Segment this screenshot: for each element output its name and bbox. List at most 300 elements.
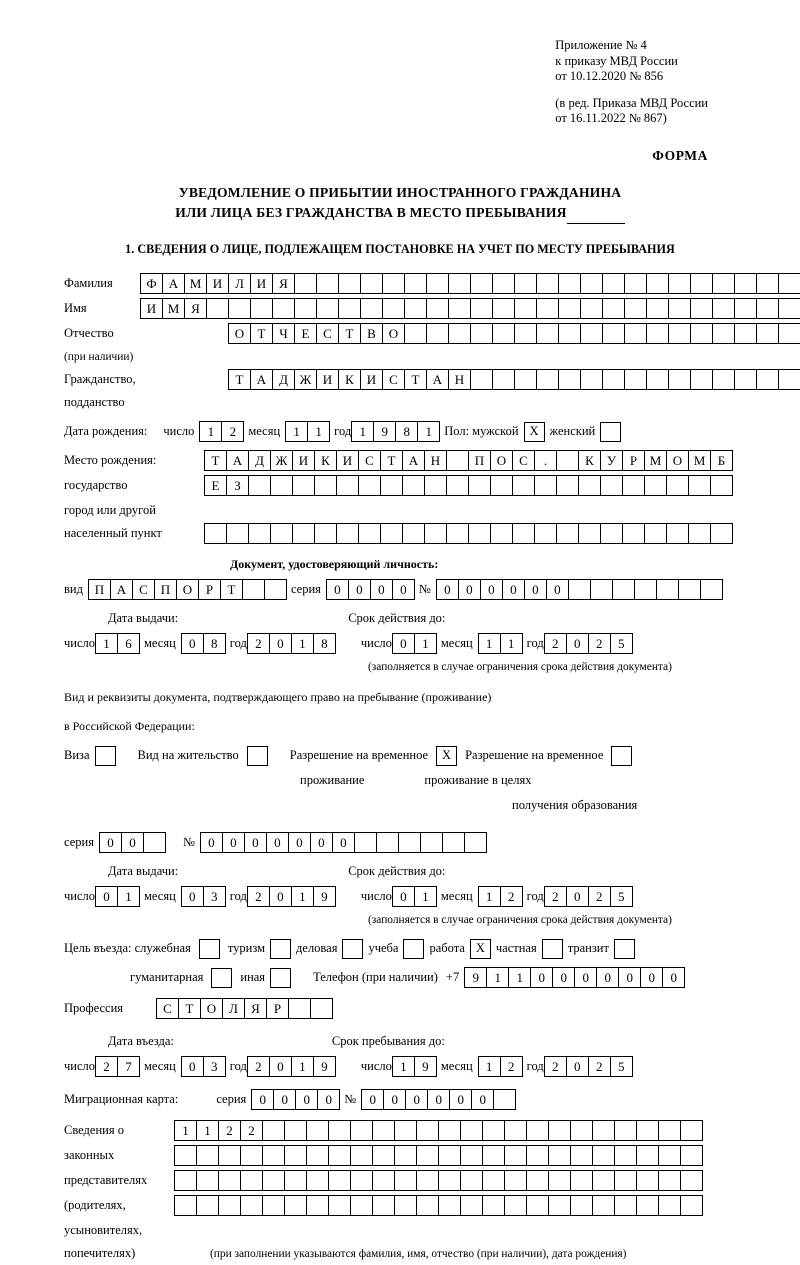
form-cell[interactable]: К — [578, 450, 601, 471]
form-cell[interactable] — [624, 369, 647, 390]
form-cell[interactable]: А — [402, 450, 425, 471]
form-cell[interactable] — [690, 273, 713, 294]
form-cell[interactable] — [668, 323, 691, 344]
form-cell[interactable]: 0 — [273, 1089, 296, 1110]
form-cell[interactable] — [534, 475, 557, 496]
form-cell[interactable]: Т — [380, 450, 403, 471]
form-cell[interactable] — [372, 1195, 395, 1216]
form-cell[interactable]: 7 — [117, 1056, 140, 1077]
form-cell[interactable] — [402, 475, 425, 496]
form-cell[interactable] — [536, 369, 559, 390]
form-cell[interactable]: 0 — [640, 967, 663, 988]
form-cell[interactable] — [558, 298, 581, 319]
doc-issue-month-cells[interactable] — [181, 633, 225, 654]
form-cell[interactable]: 0 — [295, 1089, 318, 1110]
form-cell[interactable] — [438, 1170, 461, 1191]
form-cell[interactable]: У — [600, 450, 623, 471]
form-cell[interactable]: Ф — [140, 273, 163, 294]
form-cell[interactable] — [420, 832, 443, 853]
form-cell[interactable] — [284, 1195, 307, 1216]
form-cell[interactable] — [358, 475, 381, 496]
sex-female-checkbox[interactable] — [600, 422, 621, 442]
form-cell[interactable]: 0 — [99, 832, 122, 853]
form-cell[interactable] — [548, 1195, 571, 1216]
form-cell[interactable] — [306, 1120, 329, 1141]
form-cell[interactable] — [622, 523, 645, 544]
form-cell[interactable] — [294, 273, 317, 294]
form-cell[interactable]: Я — [272, 273, 295, 294]
form-cell[interactable]: Ж — [294, 369, 317, 390]
form-cell[interactable] — [338, 298, 361, 319]
form-cell[interactable] — [292, 475, 315, 496]
form-cell[interactable]: А — [426, 369, 449, 390]
birth-place-city-cells-row2[interactable] — [204, 523, 732, 544]
form-cell[interactable] — [262, 1170, 285, 1191]
form-cell[interactable] — [534, 523, 557, 544]
stay-issue-month-cells[interactable] — [181, 886, 225, 907]
doc-valid-month-cells[interactable] — [478, 633, 522, 654]
form-cell[interactable] — [394, 1170, 417, 1191]
form-cell[interactable] — [688, 475, 711, 496]
form-cell[interactable]: 1 — [285, 421, 308, 442]
form-cell[interactable] — [668, 298, 691, 319]
form-cell[interactable] — [492, 323, 515, 344]
form-cell[interactable] — [570, 1120, 593, 1141]
stay-series-cells[interactable] — [99, 832, 165, 853]
birth-month-cells[interactable] — [285, 421, 329, 442]
form-cell[interactable] — [690, 323, 713, 344]
stay-number-cells[interactable] — [200, 832, 486, 853]
form-cell[interactable] — [380, 523, 403, 544]
form-cell[interactable]: Т — [250, 323, 273, 344]
form-cell[interactable]: А — [250, 369, 273, 390]
form-cell[interactable] — [526, 1195, 549, 1216]
visa-checkbox[interactable] — [95, 746, 116, 766]
form-cell[interactable]: 0 — [266, 832, 289, 853]
form-cell[interactable]: 0 — [530, 967, 553, 988]
form-cell[interactable]: 0 — [546, 579, 569, 600]
form-cell[interactable]: 5 — [610, 1056, 633, 1077]
form-cell[interactable]: Л — [228, 273, 251, 294]
legal-rep-cells-row3[interactable] — [174, 1170, 702, 1191]
form-cell[interactable] — [470, 298, 493, 319]
form-cell[interactable] — [382, 273, 405, 294]
form-cell[interactable]: 2 — [247, 886, 270, 907]
form-cell[interactable]: 0 — [95, 886, 118, 907]
form-cell[interactable]: 1 — [291, 886, 314, 907]
legal-rep-cells-row1[interactable] — [174, 1120, 702, 1141]
form-cell[interactable] — [446, 523, 469, 544]
form-cell[interactable] — [460, 1195, 483, 1216]
form-cell[interactable]: 0 — [181, 886, 204, 907]
form-cell[interactable]: 2 — [95, 1056, 118, 1077]
form-cell[interactable]: 1 — [417, 421, 440, 442]
form-cell[interactable] — [756, 369, 779, 390]
form-cell[interactable] — [328, 1170, 351, 1191]
form-cell[interactable]: 1 — [351, 421, 374, 442]
form-cell[interactable] — [404, 298, 427, 319]
form-cell[interactable] — [448, 273, 471, 294]
form-cell[interactable] — [228, 298, 251, 319]
form-cell[interactable] — [438, 1120, 461, 1141]
form-cell[interactable]: 2 — [500, 886, 523, 907]
form-cell[interactable]: О — [228, 323, 251, 344]
temp-residence-checkbox[interactable]: Х — [436, 746, 457, 766]
form-cell[interactable] — [310, 998, 333, 1019]
form-cell[interactable]: 0 — [436, 579, 459, 600]
form-cell[interactable] — [402, 523, 425, 544]
form-cell[interactable]: Д — [248, 450, 271, 471]
form-cell[interactable] — [468, 523, 491, 544]
form-cell[interactable] — [526, 1120, 549, 1141]
form-cell[interactable] — [174, 1195, 197, 1216]
form-cell[interactable]: Н — [424, 450, 447, 471]
form-cell[interactable] — [580, 298, 603, 319]
form-cell[interactable] — [570, 1195, 593, 1216]
form-cell[interactable] — [316, 273, 339, 294]
stay-day-cells[interactable] — [392, 1056, 436, 1077]
form-cell[interactable] — [514, 273, 537, 294]
form-cell[interactable] — [558, 273, 581, 294]
residence-permit-checkbox[interactable] — [247, 746, 268, 766]
phone-cells[interactable] — [464, 967, 684, 988]
form-cell[interactable]: 6 — [117, 633, 140, 654]
form-cell[interactable]: 0 — [596, 967, 619, 988]
form-cell[interactable]: 0 — [524, 579, 547, 600]
form-cell[interactable] — [284, 1120, 307, 1141]
form-cell[interactable]: 0 — [200, 832, 223, 853]
form-cell[interactable] — [284, 1170, 307, 1191]
form-cell[interactable]: Т — [404, 369, 427, 390]
form-cell[interactable] — [470, 323, 493, 344]
form-cell[interactable]: 0 — [502, 579, 525, 600]
form-cell[interactable]: 1 — [478, 886, 501, 907]
doc-number-cells[interactable] — [436, 579, 722, 600]
stay-year-cells[interactable] — [544, 1056, 632, 1077]
mig-number-cells[interactable] — [361, 1089, 515, 1110]
form-cell[interactable] — [248, 475, 271, 496]
form-cell[interactable]: 9 — [313, 886, 336, 907]
form-cell[interactable] — [568, 579, 591, 600]
form-cell[interactable] — [700, 579, 723, 600]
form-cell[interactable]: 0 — [662, 967, 685, 988]
form-cell[interactable] — [756, 323, 779, 344]
form-cell[interactable]: Р — [622, 450, 645, 471]
form-cell[interactable] — [196, 1195, 219, 1216]
form-cell[interactable]: 0 — [405, 1089, 428, 1110]
form-cell[interactable] — [636, 1195, 659, 1216]
form-cell[interactable]: 1 — [307, 421, 330, 442]
form-cell[interactable] — [734, 273, 757, 294]
form-cell[interactable] — [578, 523, 601, 544]
form-cell[interactable]: 0 — [618, 967, 641, 988]
purpose-business-checkbox[interactable] — [342, 939, 363, 959]
form-cell[interactable]: Т — [228, 369, 251, 390]
form-cell[interactable] — [504, 1120, 527, 1141]
form-cell[interactable] — [460, 1120, 483, 1141]
birth-day-cells[interactable] — [199, 421, 243, 442]
form-cell[interactable] — [712, 323, 735, 344]
form-cell[interactable]: 0 — [574, 967, 597, 988]
form-cell[interactable]: 2 — [247, 1056, 270, 1077]
form-cell[interactable]: 1 — [500, 633, 523, 654]
form-cell[interactable] — [482, 1195, 505, 1216]
form-cell[interactable] — [336, 475, 359, 496]
doc-valid-year-cells[interactable] — [544, 633, 632, 654]
form-cell[interactable] — [526, 1170, 549, 1191]
form-cell[interactable] — [514, 323, 537, 344]
stay-month-cells[interactable] — [478, 1056, 522, 1077]
purpose-study-checkbox[interactable] — [403, 939, 424, 959]
form-cell[interactable]: 0 — [552, 967, 575, 988]
form-cell[interactable] — [580, 273, 603, 294]
sex-male-checkbox[interactable]: Х — [524, 422, 545, 442]
form-cell[interactable] — [270, 475, 293, 496]
form-cell[interactable]: 1 — [486, 967, 509, 988]
form-cell[interactable]: О — [200, 998, 223, 1019]
form-cell[interactable] — [482, 1120, 505, 1141]
form-cell[interactable]: Л — [222, 998, 245, 1019]
form-cell[interactable]: 0 — [566, 886, 589, 907]
form-cell[interactable] — [460, 1170, 483, 1191]
form-cell[interactable] — [438, 1195, 461, 1216]
form-cell[interactable]: 0 — [269, 633, 292, 654]
form-cell[interactable] — [470, 273, 493, 294]
form-cell[interactable] — [294, 298, 317, 319]
form-cell[interactable]: 1 — [291, 1056, 314, 1077]
form-cell[interactable] — [734, 323, 757, 344]
form-cell[interactable]: С — [358, 450, 381, 471]
form-cell[interactable] — [612, 579, 635, 600]
form-cell[interactable]: С — [156, 998, 179, 1019]
form-cell[interactable] — [424, 475, 447, 496]
stay-valid-month-cells[interactable] — [478, 886, 522, 907]
form-cell[interactable] — [556, 523, 579, 544]
form-cell[interactable] — [338, 273, 361, 294]
form-cell[interactable]: И — [360, 369, 383, 390]
form-cell[interactable]: 0 — [222, 832, 245, 853]
form-cell[interactable] — [680, 1195, 703, 1216]
form-cell[interactable]: О — [490, 450, 513, 471]
form-cell[interactable] — [636, 1170, 659, 1191]
form-cell[interactable] — [712, 298, 735, 319]
form-cell[interactable]: . — [534, 450, 557, 471]
form-cell[interactable] — [468, 475, 491, 496]
form-cell[interactable]: 0 — [471, 1089, 494, 1110]
form-cell[interactable]: 1 — [392, 1056, 415, 1077]
form-cell[interactable] — [426, 273, 449, 294]
form-cell[interactable] — [470, 369, 493, 390]
form-cell[interactable] — [372, 1170, 395, 1191]
form-cell[interactable] — [602, 369, 625, 390]
form-cell[interactable] — [218, 1170, 241, 1191]
form-cell[interactable] — [778, 369, 800, 390]
form-cell[interactable] — [778, 273, 800, 294]
form-cell[interactable] — [404, 273, 427, 294]
form-cell[interactable]: 2 — [588, 886, 611, 907]
form-cell[interactable] — [360, 298, 383, 319]
form-cell[interactable]: Т — [178, 998, 201, 1019]
form-cell[interactable] — [482, 1170, 505, 1191]
form-cell[interactable]: И — [292, 450, 315, 471]
form-cell[interactable] — [218, 1195, 241, 1216]
form-cell[interactable]: 2 — [544, 633, 567, 654]
patronymic-cells[interactable] — [228, 323, 800, 344]
entry-year-cells[interactable] — [247, 1056, 335, 1077]
form-cell[interactable] — [448, 298, 471, 319]
form-cell[interactable] — [404, 323, 427, 344]
form-cell[interactable]: 0 — [251, 1089, 274, 1110]
form-cell[interactable]: 1 — [414, 633, 437, 654]
form-cell[interactable] — [756, 298, 779, 319]
form-cell[interactable] — [602, 273, 625, 294]
form-cell[interactable] — [492, 369, 515, 390]
form-cell[interactable]: 8 — [203, 633, 226, 654]
form-cell[interactable]: С — [132, 579, 155, 600]
form-cell[interactable] — [688, 523, 711, 544]
form-cell[interactable] — [644, 523, 667, 544]
form-cell[interactable]: П — [468, 450, 491, 471]
form-cell[interactable] — [240, 1195, 263, 1216]
form-cell[interactable]: 0 — [269, 886, 292, 907]
form-cell[interactable] — [614, 1195, 637, 1216]
form-cell[interactable]: И — [206, 273, 229, 294]
form-cell[interactable] — [504, 1170, 527, 1191]
form-cell[interactable]: А — [110, 579, 133, 600]
purpose-work-checkbox[interactable]: Х — [470, 939, 491, 959]
form-cell[interactable] — [426, 323, 449, 344]
form-cell[interactable] — [492, 273, 515, 294]
form-cell[interactable] — [614, 1170, 637, 1191]
form-cell[interactable]: 1 — [478, 1056, 501, 1077]
form-cell[interactable] — [712, 273, 735, 294]
form-cell[interactable] — [602, 298, 625, 319]
form-cell[interactable] — [646, 273, 669, 294]
form-cell[interactable] — [416, 1195, 439, 1216]
form-cell[interactable]: 2 — [588, 1056, 611, 1077]
form-cell[interactable] — [306, 1170, 329, 1191]
form-cell[interactable] — [490, 475, 513, 496]
form-cell[interactable] — [636, 1120, 659, 1141]
form-cell[interactable]: 0 — [458, 579, 481, 600]
form-cell[interactable]: Т — [204, 450, 227, 471]
form-cell[interactable] — [624, 273, 647, 294]
form-cell[interactable] — [580, 323, 603, 344]
form-cell[interactable] — [350, 1120, 373, 1141]
form-cell[interactable] — [416, 1120, 439, 1141]
form-cell[interactable]: И — [316, 369, 339, 390]
form-cell[interactable] — [394, 1195, 417, 1216]
form-cell[interactable]: С — [382, 369, 405, 390]
form-cell[interactable]: Б — [710, 450, 733, 471]
form-cell[interactable] — [336, 523, 359, 544]
form-cell[interactable] — [514, 369, 537, 390]
purpose-official-checkbox[interactable] — [199, 939, 220, 959]
form-cell[interactable]: 0 — [326, 579, 349, 600]
form-cell[interactable] — [600, 523, 623, 544]
form-cell[interactable] — [306, 1195, 329, 1216]
form-cell[interactable]: 5 — [610, 886, 633, 907]
form-cell[interactable]: З — [226, 475, 249, 496]
form-cell[interactable]: 1 — [117, 886, 140, 907]
form-cell[interactable] — [272, 298, 295, 319]
purpose-transit-checkbox[interactable] — [614, 939, 635, 959]
form-cell[interactable] — [680, 1120, 703, 1141]
form-cell[interactable]: 0 — [244, 832, 267, 853]
form-cell[interactable]: 0 — [121, 832, 144, 853]
form-cell[interactable] — [292, 523, 315, 544]
form-cell[interactable]: 0 — [566, 633, 589, 654]
form-cell[interactable]: Т — [220, 579, 243, 600]
form-cell[interactable] — [548, 1120, 571, 1141]
form-cell[interactable]: К — [314, 450, 337, 471]
birth-place-state-cells[interactable] — [204, 450, 732, 471]
form-cell[interactable] — [360, 273, 383, 294]
name-cells[interactable] — [140, 298, 800, 319]
form-cell[interactable] — [442, 832, 465, 853]
form-cell[interactable] — [666, 475, 689, 496]
citizenship-cells[interactable] — [228, 369, 800, 390]
form-cell[interactable] — [380, 475, 403, 496]
form-cell[interactable]: М — [184, 273, 207, 294]
mig-series-cells[interactable] — [251, 1089, 339, 1110]
form-cell[interactable]: 1 — [95, 633, 118, 654]
form-cell[interactable] — [646, 298, 669, 319]
form-cell[interactable] — [512, 475, 535, 496]
form-cell[interactable]: 2 — [218, 1120, 241, 1141]
form-cell[interactable] — [416, 1170, 439, 1191]
form-cell[interactable]: 9 — [373, 421, 396, 442]
form-cell[interactable]: 0 — [348, 579, 371, 600]
form-cell[interactable] — [558, 323, 581, 344]
form-cell[interactable] — [492, 298, 515, 319]
form-cell[interactable] — [624, 298, 647, 319]
form-cell[interactable]: С — [316, 323, 339, 344]
form-cell[interactable] — [592, 1195, 615, 1216]
surname-cells[interactable] — [140, 273, 800, 294]
form-cell[interactable]: 0 — [566, 1056, 589, 1077]
form-cell[interactable] — [493, 1089, 516, 1110]
form-cell[interactable]: 2 — [240, 1120, 263, 1141]
form-cell[interactable] — [394, 1120, 417, 1141]
form-cell[interactable] — [250, 298, 273, 319]
form-cell[interactable] — [536, 273, 559, 294]
form-cell[interactable] — [316, 298, 339, 319]
form-cell[interactable] — [328, 1195, 351, 1216]
form-cell[interactable]: П — [154, 579, 177, 600]
form-cell[interactable] — [424, 523, 447, 544]
form-cell[interactable] — [778, 298, 800, 319]
stay-valid-year-cells[interactable] — [544, 886, 632, 907]
form-cell[interactable] — [578, 475, 601, 496]
form-cell[interactable]: О — [176, 579, 199, 600]
form-cell[interactable]: 0 — [269, 1056, 292, 1077]
form-cell[interactable]: 0 — [181, 633, 204, 654]
form-cell[interactable] — [206, 298, 229, 319]
form-cell[interactable] — [658, 1195, 681, 1216]
form-cell[interactable] — [646, 369, 669, 390]
form-cell[interactable] — [734, 298, 757, 319]
form-cell[interactable]: 0 — [361, 1089, 384, 1110]
form-cell[interactable] — [350, 1195, 373, 1216]
form-cell[interactable] — [328, 1120, 351, 1141]
form-cell[interactable] — [556, 475, 579, 496]
form-cell[interactable] — [592, 1170, 615, 1191]
form-cell[interactable] — [226, 523, 249, 544]
doc-series-cells[interactable] — [326, 579, 414, 600]
form-cell[interactable]: 2 — [588, 633, 611, 654]
form-cell[interactable] — [646, 323, 669, 344]
